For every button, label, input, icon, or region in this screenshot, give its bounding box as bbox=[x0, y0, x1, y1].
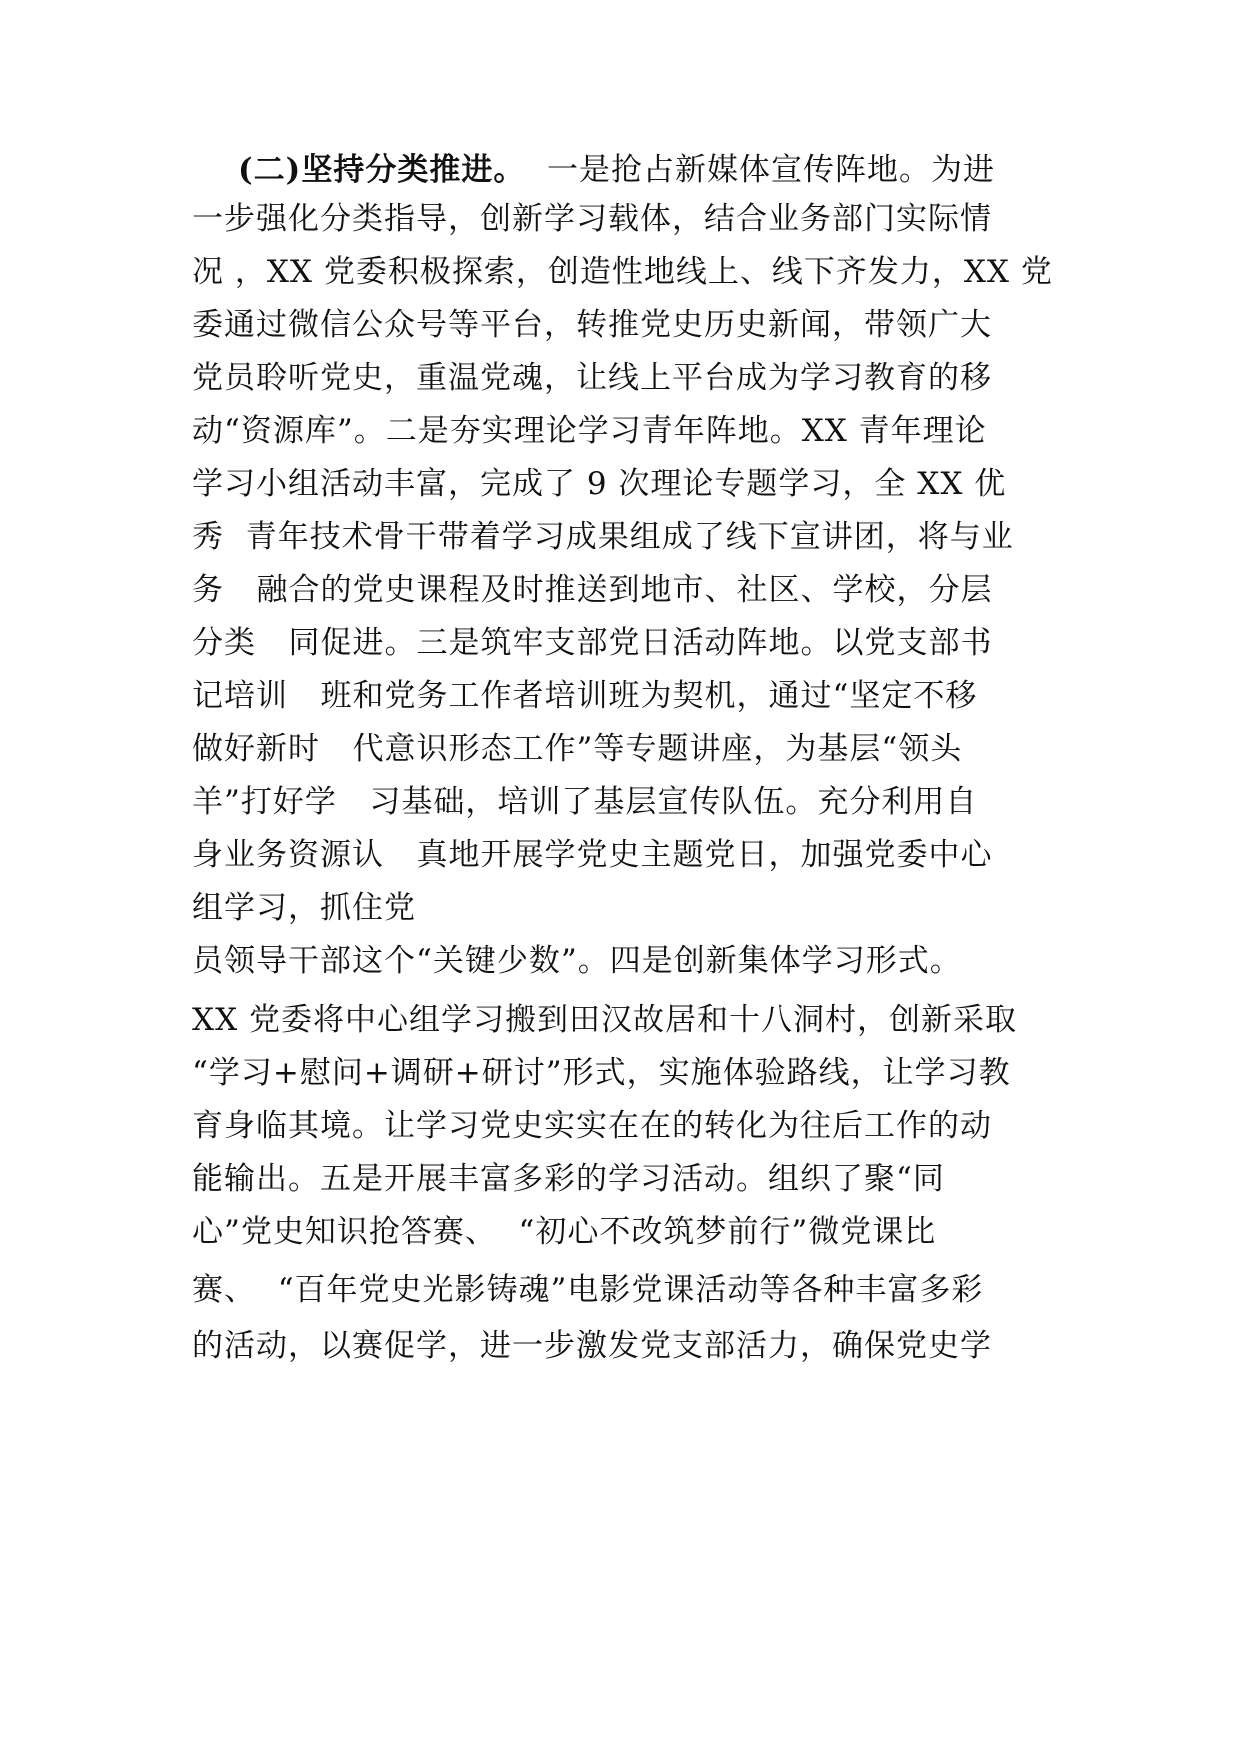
text-line: 做好新时 代意识形态工作”等专题讲座，为基层“领头 bbox=[192, 731, 963, 767]
text-line: 员领导干部这个“关键少数”。四是创新集体学习形式。 bbox=[192, 943, 962, 979]
text-line: 秀 青年技术骨干带着学习成果组成了线下宣讲团，将与业 bbox=[192, 519, 1014, 555]
text-line: 记培训 班和党务工作者培训班为契机，通过“坚定不移 bbox=[192, 678, 978, 714]
text-line: 能输出。五是开展丰富多彩的学习活动。组织了聚“同 bbox=[192, 1161, 945, 1197]
text-line: 学习小组活动丰富，完成了 9 次理论专题学习，全 XX 优 bbox=[192, 466, 1007, 502]
text-line: 动“资源库”。二是夯实理论学习青年阵地。XX 青年理论 bbox=[192, 413, 987, 449]
text-line: 组学习，抓住党 bbox=[192, 890, 416, 926]
text-line: 身业务资源认 真地开展学党史主题党日，加强党委中心 bbox=[192, 837, 993, 873]
text-line: 育身临其境。让学习党史实实在在的转化为往后工作的动 bbox=[192, 1108, 992, 1144]
text-line: 的活动，以赛促学，进一步激发党支部活力，确保党史学 bbox=[192, 1328, 992, 1364]
text-line: “学习+慰问+调研+研讨”形式，实施体验路线，让学习教 bbox=[192, 1055, 1011, 1091]
text-line: 一是抢占新媒体宣传阵地。为进 bbox=[525, 152, 996, 188]
paragraph-first-line bbox=[238, 150, 995, 190]
text-line: 委通过微信公众号等平台，转推党史历史新闻，带领广大 bbox=[192, 307, 992, 343]
text-line: 一步强化分类指导，创新学习载体，结合业务部门实际情 bbox=[192, 201, 992, 237]
text-line: 羊”打好学 习基础，培训了基层宣传队伍。充分利用自 bbox=[192, 784, 978, 820]
text-line: XX 党委将中心组学习搬到田汉故居和十八洞村，创新采取 bbox=[192, 1002, 1017, 1038]
text-line: 党员聆听党史，重温党魂，让线上平台成为学习教育的移 bbox=[192, 360, 992, 396]
text-line: 赛、 “百年党史光影铸魂”电影党课活动等各种丰富多彩 bbox=[192, 1272, 984, 1308]
section-heading: (二)坚持分类推进。 bbox=[238, 152, 526, 188]
text-line: 务 融合的党史课程及时推送到地市、社区、学校，分层 bbox=[192, 572, 993, 608]
text-line: 况 ，XX 党委积极探索，创造性地线上、线下齐发力，XX 党 bbox=[192, 254, 1053, 290]
text-line: 心”党史知识抢答赛、 “初心不改筑梦前行”微党课比 bbox=[192, 1214, 937, 1250]
text-line: 分类 同促进。三是筑牢支部党日活动阵地。以党支部书 bbox=[192, 625, 993, 661]
